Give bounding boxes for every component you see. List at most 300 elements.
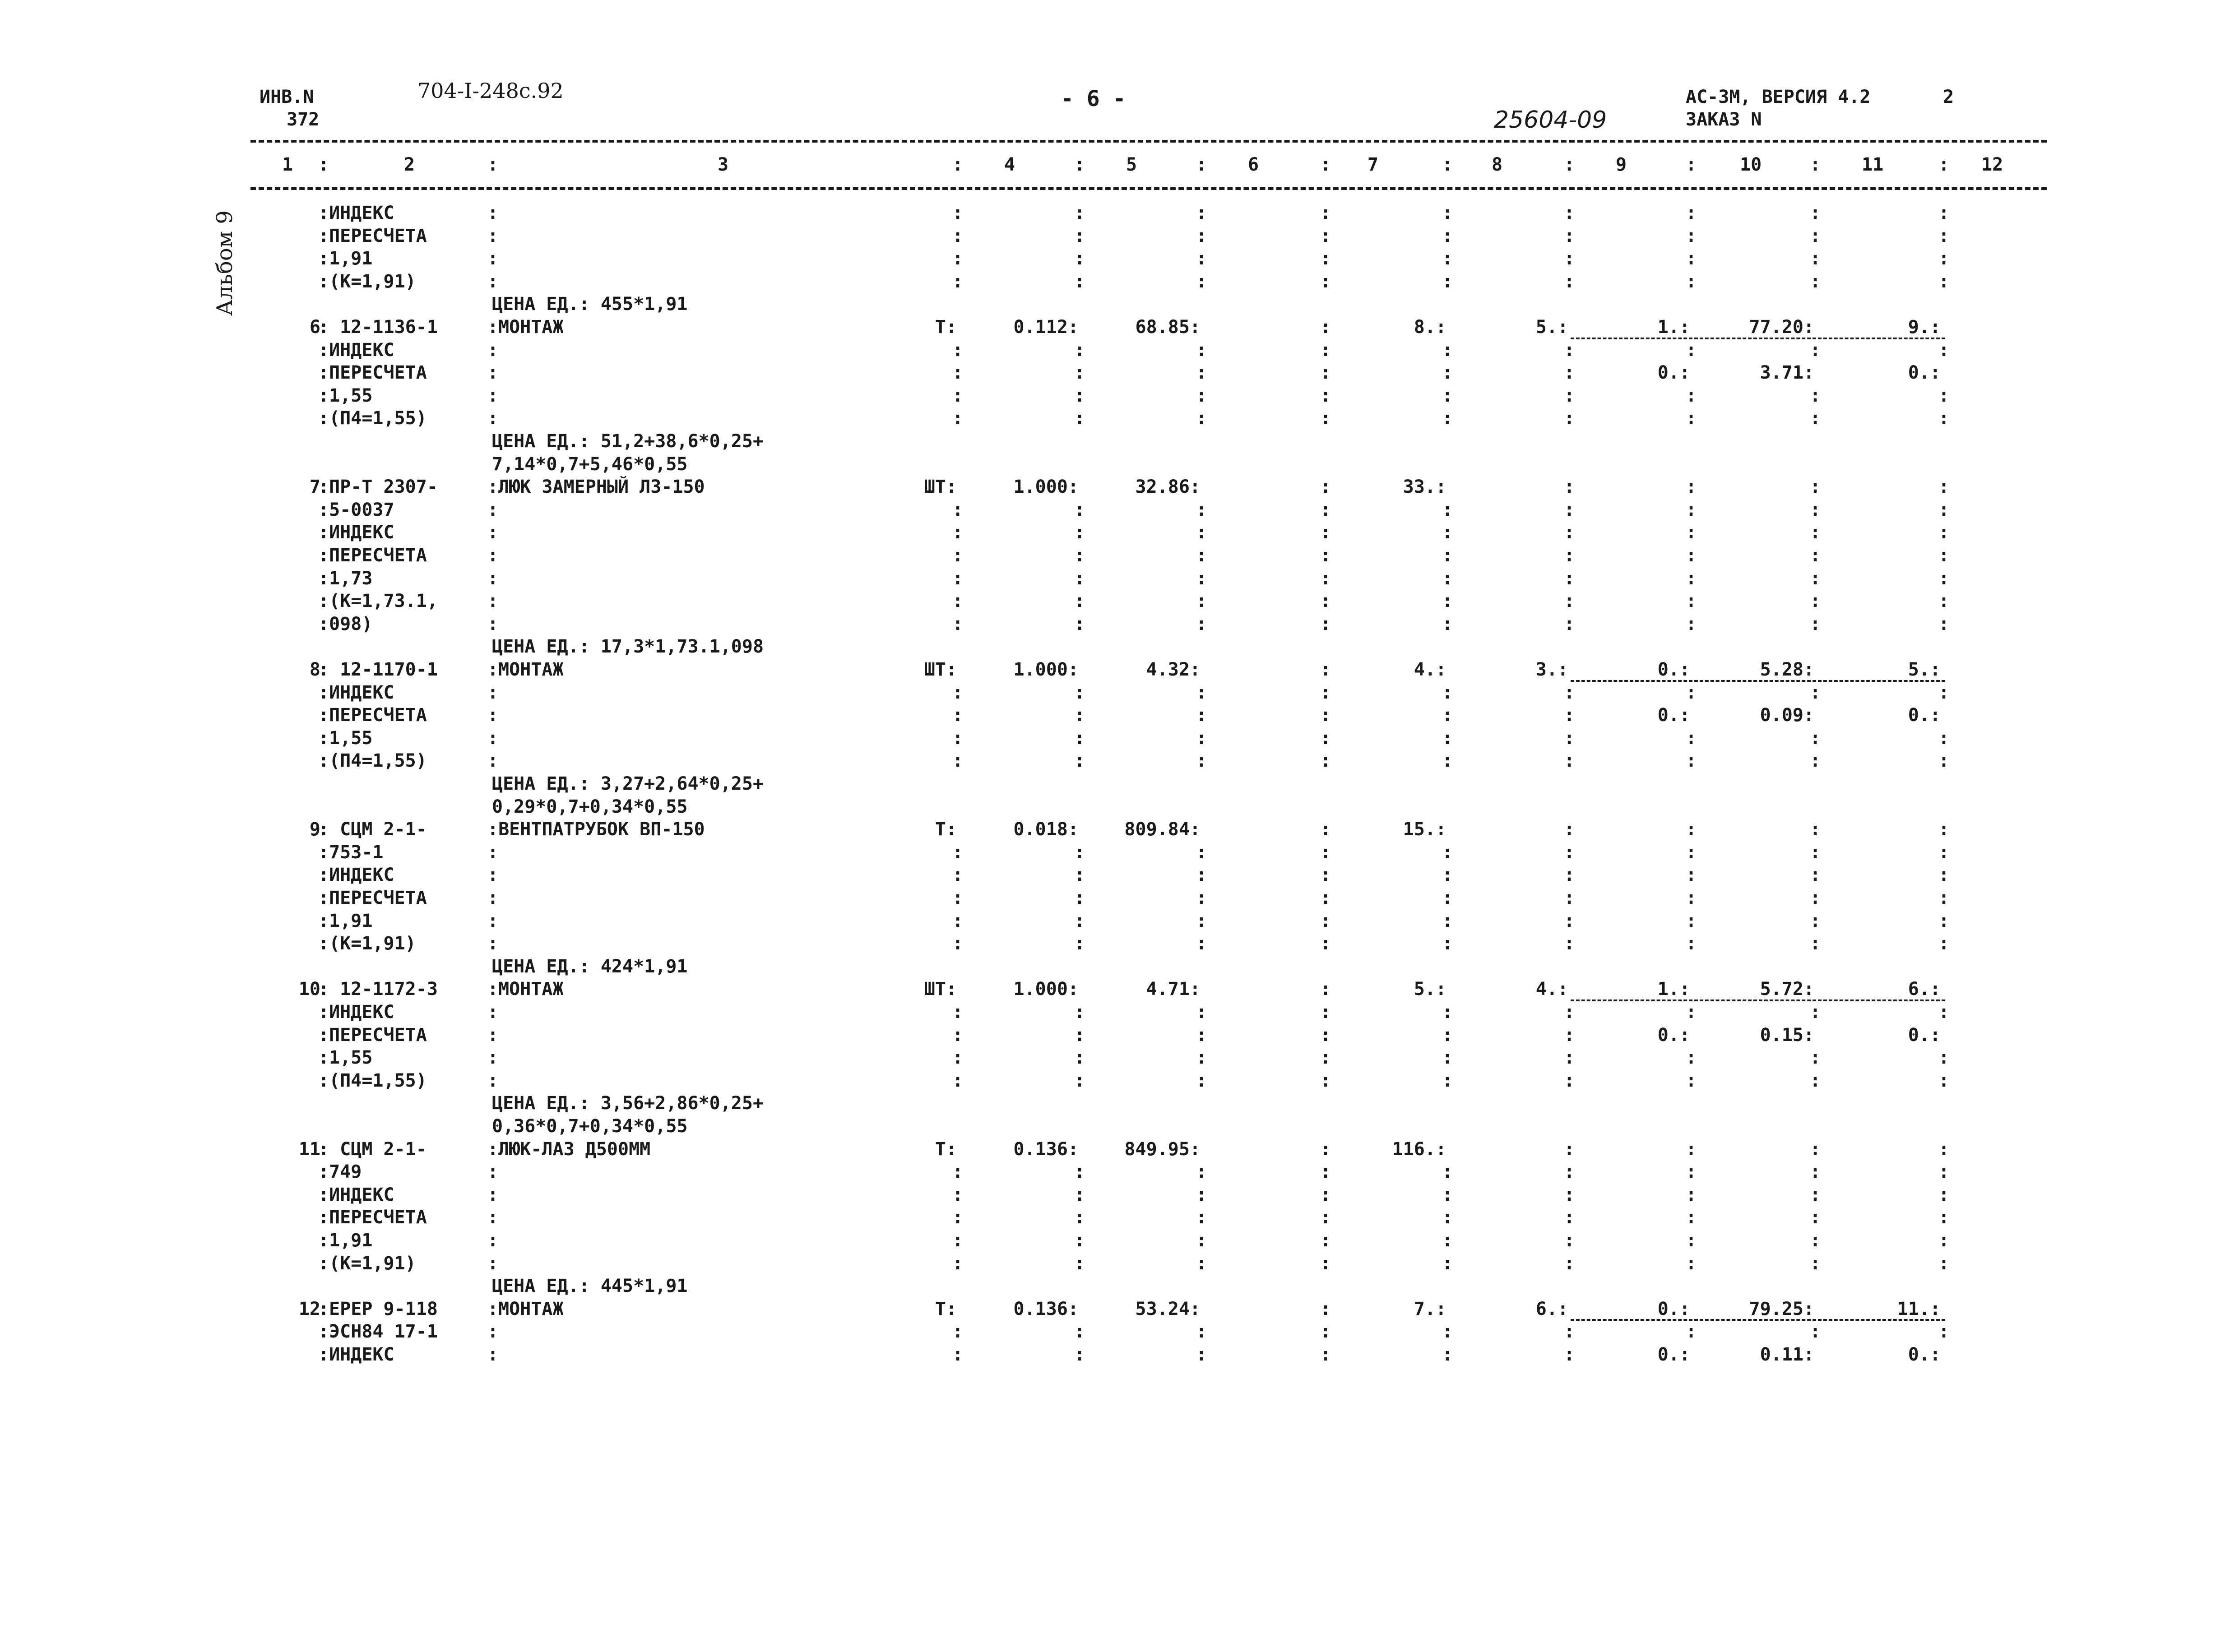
column-separator: : <box>1564 477 1575 498</box>
column-separator: : <box>1320 682 1331 703</box>
value-cell-c11: 0.: <box>1908 705 1941 726</box>
column-separator: : <box>1442 591 1453 612</box>
column-separator: : <box>1686 933 1697 954</box>
code-cell: : 12-1136-1 <box>318 317 438 338</box>
code-cell: : 12-1172-3 <box>318 979 438 1000</box>
column-separator: : <box>952 1230 964 1251</box>
row-number: 7 <box>309 477 320 498</box>
column-separator: : <box>1686 819 1697 840</box>
column-separator: : <box>1686 499 1697 520</box>
unit-price-formula: ЦЕНА ЕД.: 445*1,91 <box>492 1276 688 1297</box>
column-separator: : <box>1320 339 1331 361</box>
column-separator: : <box>1442 682 1453 703</box>
column-separator: : <box>1938 750 1950 772</box>
code-cell: :ИНДЕКС <box>318 1002 394 1023</box>
column-separator: : <box>1810 591 1821 612</box>
column-separator: : <box>1686 750 1697 772</box>
column-separator: : <box>1686 248 1697 269</box>
column-separator: : <box>1564 1253 1575 1274</box>
column-separator: : <box>1442 1253 1453 1274</box>
column-separator: : <box>952 408 964 429</box>
column-separator: : <box>1442 1230 1453 1251</box>
column-separator: : <box>1686 1002 1697 1023</box>
column-separator: : <box>487 682 499 703</box>
column-separator: : <box>1686 1184 1697 1205</box>
column-separator: : <box>1810 1002 1821 1023</box>
column-separator: : <box>1564 225 1575 246</box>
column-separator: : <box>487 842 499 863</box>
column-separator: : <box>1686 545 1697 566</box>
column-separator: : <box>1686 1161 1697 1183</box>
column-separator: : <box>1196 1184 1207 1205</box>
column-separator: : <box>952 1047 964 1069</box>
column-separator: : <box>1196 1207 1207 1228</box>
code-cell: :(К=1,91) <box>318 1253 416 1274</box>
column-separator: : <box>487 750 499 772</box>
column-separator: : <box>1442 1002 1453 1023</box>
column-separator: : <box>1074 499 1085 520</box>
column-separator: : <box>1442 362 1453 384</box>
column-separator: : <box>1320 522 1331 543</box>
column-separator: : <box>1442 154 1453 175</box>
value-cell-c5: 4.32: <box>1146 659 1201 680</box>
value-cell-c8: 3.: <box>1535 659 1568 680</box>
column-separator: : <box>487 271 499 292</box>
column-separator: : <box>1074 933 1085 954</box>
value-cell-c8: 6.: <box>1535 1298 1568 1319</box>
column-separator: : <box>1074 1207 1085 1228</box>
column-separator: : <box>1074 842 1085 863</box>
column-separator: : <box>1442 499 1453 520</box>
column-separator: : <box>1196 750 1207 772</box>
column-separator: : <box>1810 865 1821 886</box>
value-cell-c4: 1.000: <box>1013 477 1079 498</box>
column-separator: : <box>487 522 499 543</box>
column-separator: : <box>1196 1321 1207 1342</box>
column-separator: : <box>952 1184 964 1205</box>
program-version: АС-3М, ВЕРСИЯ 4.2 <box>1686 87 1871 107</box>
column-separator: : <box>1442 1047 1453 1069</box>
subtotal-split-rule <box>1571 680 1945 682</box>
column-separator: : <box>1686 271 1697 292</box>
code-cell: :5-0037 <box>318 499 394 520</box>
column-header-2: 2 <box>404 154 415 175</box>
page-marker: - 6 - <box>1061 86 1126 111</box>
value-cell-c10: 79.25: <box>1749 1298 1814 1319</box>
column-separator: : <box>1442 842 1453 863</box>
column-separator: : <box>1564 1344 1575 1365</box>
column-separator: : <box>952 1207 964 1228</box>
column-separator: : <box>952 933 964 954</box>
column-separator: : <box>1686 910 1697 931</box>
subtotal-split-rule <box>1571 1319 1945 1321</box>
column-separator: : <box>487 1002 499 1023</box>
column-separator: : <box>1074 705 1085 726</box>
column-separator: : <box>1686 1207 1697 1228</box>
column-separator: : <box>1938 888 1950 908</box>
column-separator: : <box>1320 1207 1331 1228</box>
column-separator: : <box>1564 203 1575 223</box>
column-separator: : <box>1810 522 1821 543</box>
unit-price-formula: ЦЕНА ЕД.: 17,3*1,73.1,098 <box>492 636 764 657</box>
code-cell: :ЭСН84 17-1 <box>318 1321 438 1342</box>
album-side-note: Альбом 9 <box>212 210 237 316</box>
code-cell: :(П4=1,55) <box>318 408 427 429</box>
column-separator: : <box>1196 154 1207 175</box>
column-header-10: 10 <box>1740 154 1762 175</box>
column-separator: : <box>1686 613 1697 634</box>
unit-price-formula: ЦЕНА ЕД.: 455*1,91 <box>492 294 688 315</box>
code-cell: :(К=1,91) <box>318 271 416 292</box>
column-separator: : <box>1938 613 1950 634</box>
column-separator: : <box>1196 705 1207 726</box>
column-separator: : <box>487 1321 499 1342</box>
column-separator: : <box>1442 1161 1453 1183</box>
code-cell: :ИНДЕКС <box>318 865 394 886</box>
column-separator: : <box>1810 1321 1821 1342</box>
column-separator: : <box>1564 154 1575 175</box>
column-separator: : <box>1564 910 1575 931</box>
column-separator: : <box>1442 545 1453 566</box>
column-separator: : <box>1320 385 1331 406</box>
column-separator: : <box>487 568 499 589</box>
row-number: 10 <box>298 979 320 1000</box>
column-separator: : <box>1074 910 1085 931</box>
column-separator: : <box>1074 1253 1085 1274</box>
column-separator: : <box>487 727 499 749</box>
column-separator: : <box>1810 568 1821 589</box>
work-name-cell: :МОНТАЖ <box>487 317 564 338</box>
value-cell-unit: Т: <box>935 1138 957 1160</box>
header-top-rule <box>250 140 2047 143</box>
column-separator: : <box>1810 1184 1821 1205</box>
column-separator: : <box>1196 727 1207 749</box>
column-separator: : <box>1320 1298 1331 1319</box>
code-cell: :ИНДЕКС <box>318 682 394 703</box>
column-separator: : <box>1074 727 1085 749</box>
code-cell: :(П4=1,55) <box>318 750 427 772</box>
column-separator: : <box>1074 682 1085 703</box>
column-separator: : <box>487 1024 499 1046</box>
column-separator: : <box>1686 591 1697 612</box>
column-separator: : <box>1810 477 1821 498</box>
column-separator: : <box>1196 888 1207 908</box>
column-separator: : <box>1442 933 1453 954</box>
handwritten-order-number: 25604-09 <box>1494 106 1607 134</box>
value-cell-c10: 0.09: <box>1760 705 1814 726</box>
column-separator: : <box>1442 385 1453 406</box>
code-cell: : 12-1170-1 <box>318 659 438 680</box>
column-separator: : <box>1938 154 1950 175</box>
column-separator: : <box>1564 865 1575 886</box>
column-separator: : <box>487 910 499 931</box>
code-cell: :ПЕРЕСЧЕТА <box>318 888 427 908</box>
code-cell: :ИНДЕКС <box>318 522 394 543</box>
column-separator: : <box>1074 1002 1085 1023</box>
column-separator: : <box>1564 933 1575 954</box>
column-separator: : <box>1320 1002 1331 1023</box>
column-separator: : <box>1938 865 1950 886</box>
column-separator: : <box>1810 1253 1821 1274</box>
column-separator: : <box>1564 1207 1575 1228</box>
column-separator: : <box>1442 1321 1453 1342</box>
column-separator: : <box>1320 659 1331 680</box>
value-cell-c8: 5.: <box>1535 317 1568 338</box>
column-separator: : <box>1074 1161 1085 1183</box>
column-separator: : <box>487 1230 499 1251</box>
column-separator: : <box>1938 842 1950 863</box>
column-separator: : <box>1442 339 1453 361</box>
column-separator: : <box>1564 705 1575 726</box>
column-separator: : <box>1442 203 1453 223</box>
column-separator: : <box>1196 842 1207 863</box>
code-cell: :ПЕРЕСЧЕТА <box>318 362 427 384</box>
column-separator: : <box>487 225 499 246</box>
column-separator: : <box>952 339 964 361</box>
column-separator: : <box>1196 613 1207 634</box>
column-separator: : <box>1074 591 1085 612</box>
column-separator: : <box>1320 613 1331 634</box>
column-separator: : <box>1938 1047 1950 1069</box>
column-separator: : <box>1564 339 1575 361</box>
column-separator: : <box>1564 888 1575 908</box>
column-separator: : <box>1810 682 1821 703</box>
value-cell-c9: 0.: <box>1657 1298 1690 1319</box>
column-separator: : <box>1564 1230 1575 1251</box>
column-separator: : <box>952 1253 964 1274</box>
column-separator: : <box>1320 362 1331 384</box>
value-cell-c10: 5.28: <box>1760 659 1814 680</box>
column-separator: : <box>1686 339 1697 361</box>
column-separator: : <box>952 154 964 175</box>
row-number: 12 <box>298 1298 320 1319</box>
column-separator: : <box>1564 1047 1575 1069</box>
column-separator: : <box>1686 1230 1697 1251</box>
column-separator: : <box>1938 408 1950 429</box>
column-separator: : <box>1938 477 1950 498</box>
row-number: 6 <box>309 317 320 338</box>
column-separator: : <box>487 865 499 886</box>
column-separator: : <box>1320 705 1331 726</box>
column-separator: : <box>1810 842 1821 863</box>
column-separator: : <box>1196 1024 1207 1046</box>
column-separator: : <box>952 1344 964 1365</box>
column-separator: : <box>487 1047 499 1069</box>
column-separator: : <box>1810 613 1821 634</box>
column-separator: : <box>1320 317 1331 338</box>
value-cell-unit: Т: <box>935 1298 957 1319</box>
column-separator: : <box>952 888 964 908</box>
code-cell: :1,73 <box>318 568 373 589</box>
value-cell-c11: 6.: <box>1908 979 1941 1000</box>
column-separator: : <box>1564 613 1575 634</box>
value-cell-c10: 3.71: <box>1760 362 1814 384</box>
column-header-4: 4 <box>1004 154 1015 175</box>
column-separator: : <box>1686 842 1697 863</box>
column-separator: : <box>1686 1070 1697 1091</box>
column-separator: : <box>487 933 499 954</box>
column-separator: : <box>1564 385 1575 406</box>
code-cell: :1,55 <box>318 1047 373 1069</box>
column-separator: : <box>1442 1344 1453 1365</box>
column-separator: : <box>952 499 964 520</box>
sheet-number: 2 <box>1943 87 1954 107</box>
column-separator: : <box>1074 1070 1085 1091</box>
code-cell: :ПЕРЕСЧЕТА <box>318 705 427 726</box>
column-separator: : <box>1074 750 1085 772</box>
value-cell-c5: 32.86: <box>1135 477 1201 498</box>
value-cell-c7: 4.: <box>1414 659 1446 680</box>
column-separator: : <box>1564 591 1575 612</box>
column-separator: : <box>1938 1138 1950 1160</box>
row-number: 9 <box>309 819 320 840</box>
column-separator: : <box>1442 271 1453 292</box>
column-separator: : <box>487 203 499 223</box>
column-separator: : <box>1196 865 1207 886</box>
column-separator: : <box>1564 819 1575 840</box>
column-separator: : <box>1320 408 1331 429</box>
column-separator: : <box>1564 248 1575 269</box>
column-separator: : <box>1810 1070 1821 1091</box>
column-separator: : <box>1938 271 1950 292</box>
column-separator: : <box>1686 225 1697 246</box>
column-separator: : <box>1938 1161 1950 1183</box>
column-separator: : <box>1686 408 1697 429</box>
column-separator: : <box>1320 819 1331 840</box>
column-separator: : <box>1320 1344 1331 1365</box>
column-separator: : <box>952 1002 964 1023</box>
column-separator: : <box>1074 522 1085 543</box>
column-separator: : <box>1686 865 1697 886</box>
column-separator: : <box>1074 1184 1085 1205</box>
column-separator: : <box>1442 1184 1453 1205</box>
column-separator: : <box>1810 819 1821 840</box>
column-separator: : <box>1442 1024 1453 1046</box>
column-separator: : <box>1320 545 1331 566</box>
column-separator: : <box>1196 1070 1207 1091</box>
column-separator: : <box>1074 1344 1085 1365</box>
column-separator: : <box>1938 385 1950 406</box>
code-cell: :(К=1,91) <box>318 933 416 954</box>
column-separator: : <box>1320 225 1331 246</box>
column-separator: : <box>487 545 499 566</box>
code-cell: :1,91 <box>318 1230 373 1251</box>
column-separator: : <box>1810 1161 1821 1183</box>
value-cell-c7: 15.: <box>1403 819 1446 840</box>
column-separator: : <box>1810 910 1821 931</box>
column-separator: : <box>1320 888 1331 908</box>
column-separator: : <box>1810 1207 1821 1228</box>
column-separator: : <box>1938 1070 1950 1091</box>
value-cell-c9: 0.: <box>1657 1024 1690 1046</box>
column-separator: : <box>1442 248 1453 269</box>
column-separator: : <box>1320 568 1331 589</box>
value-cell-c4: 0.018: <box>1013 819 1079 840</box>
column-separator: : <box>1074 248 1085 269</box>
column-header-1: 1 <box>282 154 293 175</box>
value-cell-c9: 1.: <box>1657 317 1690 338</box>
value-cell-c9: 0.: <box>1657 362 1690 384</box>
column-separator: : <box>1686 888 1697 908</box>
document-number: 704-I-248с.92 <box>417 79 564 103</box>
column-separator: : <box>1938 1184 1950 1205</box>
column-separator: : <box>1938 819 1950 840</box>
column-separator: : <box>487 154 499 175</box>
column-separator: : <box>1938 339 1950 361</box>
column-separator: : <box>1320 477 1331 498</box>
column-separator: : <box>1938 248 1950 269</box>
work-name-cell: :МОНТАЖ <box>487 979 564 1000</box>
code-cell: :ПЕРЕСЧЕТА <box>318 1024 427 1046</box>
column-separator: : <box>1196 225 1207 246</box>
value-cell-c4: 0.112: <box>1013 317 1079 338</box>
value-cell-unit: Т: <box>935 317 957 338</box>
column-separator: : <box>1442 1070 1453 1091</box>
code-cell: :1,91 <box>318 248 373 269</box>
column-separator: : <box>952 385 964 406</box>
work-name-cell: :ЛЮК-ЛАЗ Д500ММ <box>487 1138 651 1160</box>
column-separator: : <box>1320 910 1331 931</box>
column-separator: : <box>1074 545 1085 566</box>
column-separator: : <box>1938 682 1950 703</box>
value-cell-c7: 8.: <box>1414 317 1446 338</box>
column-separator: : <box>1442 613 1453 634</box>
column-separator: : <box>1442 705 1453 726</box>
column-separator: : <box>1320 1230 1331 1251</box>
column-separator: : <box>1442 865 1453 886</box>
column-separator: : <box>1564 1002 1575 1023</box>
value-cell-c11: 0.: <box>1908 1344 1941 1365</box>
column-separator: : <box>1810 888 1821 908</box>
column-separator: : <box>1938 910 1950 931</box>
value-cell-c9: 0.: <box>1657 659 1690 680</box>
code-cell: :ЕРЕР 9-118 <box>318 1298 438 1319</box>
column-separator: : <box>1196 385 1207 406</box>
value-cell-c7: 5.: <box>1414 979 1446 1000</box>
column-separator: : <box>952 865 964 886</box>
value-cell-c7: 7.: <box>1414 1298 1446 1319</box>
column-separator: : <box>1196 271 1207 292</box>
column-separator: : <box>952 682 964 703</box>
column-separator: : <box>1196 1047 1207 1069</box>
column-separator: : <box>1196 682 1207 703</box>
column-separator: : <box>952 522 964 543</box>
column-separator: : <box>1442 568 1453 589</box>
code-cell: :1,55 <box>318 727 373 749</box>
column-separator: : <box>1196 568 1207 589</box>
column-separator: : <box>1564 362 1575 384</box>
column-separator: : <box>487 408 499 429</box>
row-number: 8 <box>309 659 320 680</box>
unit-price-formula: 0,36*0,7+0,34*0,55 <box>492 1116 688 1137</box>
column-separator: : <box>1938 1002 1950 1023</box>
column-separator: : <box>1810 408 1821 429</box>
column-separator: : <box>952 203 964 223</box>
column-separator: : <box>1320 1070 1331 1091</box>
column-separator: : <box>1938 522 1950 543</box>
value-cell-c9: 0.: <box>1657 705 1690 726</box>
column-separator: : <box>1686 522 1697 543</box>
column-separator: : <box>1564 727 1575 749</box>
subtotal-split-rule <box>1571 338 1945 339</box>
column-separator: : <box>487 1070 499 1091</box>
column-separator: : <box>1810 545 1821 566</box>
column-separator: : <box>1320 1024 1331 1046</box>
column-separator: : <box>1320 1161 1331 1183</box>
column-separator: : <box>1320 1321 1331 1342</box>
column-separator: : <box>1810 499 1821 520</box>
column-separator: : <box>487 362 499 384</box>
